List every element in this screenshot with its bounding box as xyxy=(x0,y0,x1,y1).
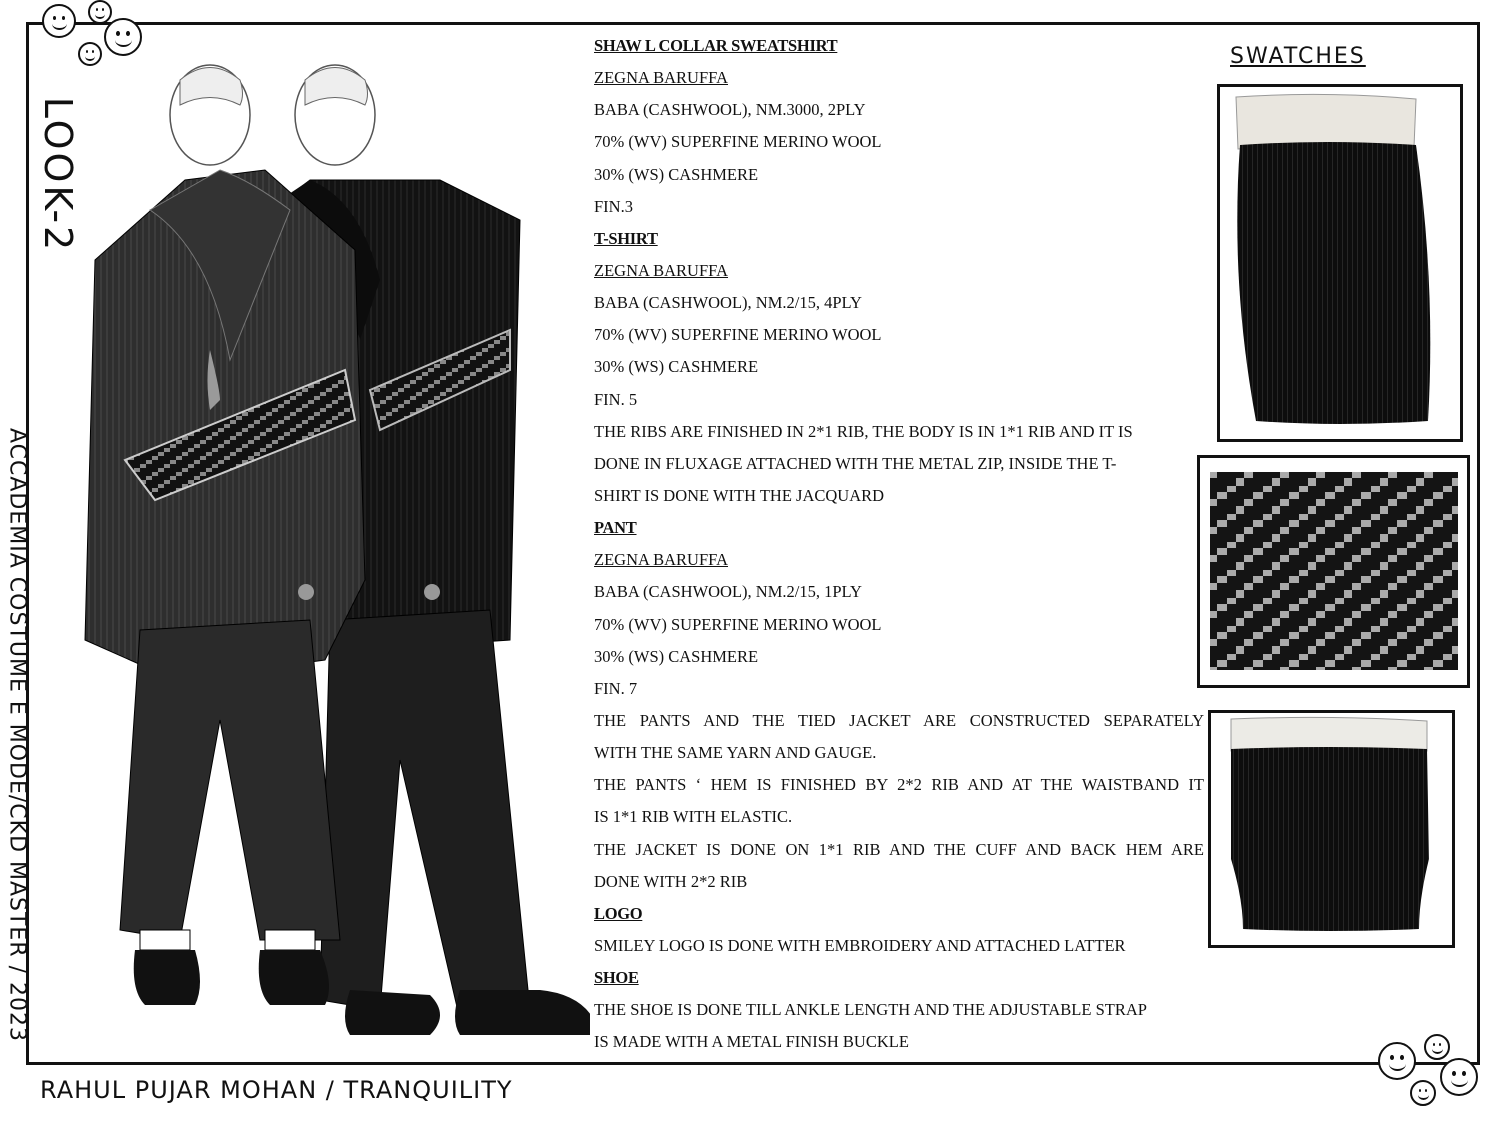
smiley-icon xyxy=(104,18,142,56)
description-text xyxy=(594,30,1204,1059)
swatches-title: SWATCHES xyxy=(1230,44,1366,69)
swatch-jacquard xyxy=(1197,455,1470,688)
supplier-name: ZEGNA BARUFFA xyxy=(594,550,729,570)
description-line: BABA (CASHWOOL), NM.3000, 2PLY xyxy=(594,100,866,120)
description-line: THE SHOE IS DONE TILL ANKLE LENGTH AND THE ADJUSTABLE STRAP xyxy=(594,1000,1147,1020)
designer-footer: RAHUL PUJAR MOHAN / TRANQUILITY xyxy=(40,1076,513,1104)
look-label: LOOK-2 xyxy=(36,96,80,254)
description-line: 70% (WV) SUPERFINE MERINO WOOL xyxy=(594,132,882,152)
description-line: BABA (CASHWOOL), NM.2/15, 1PLY xyxy=(594,582,862,602)
description-line: FIN. 7 xyxy=(594,678,638,698)
description-line: DONE IN FLUXAGE ATTACHED WITH THE METAL ZIP, INSIDE THE T- xyxy=(594,453,1117,473)
section-heading: SHAW L COLLAR SWEATSHIRT xyxy=(594,36,838,55)
swatch-sweatshirt xyxy=(1217,84,1463,442)
section-heading: SHOE xyxy=(594,968,639,988)
smiley-icon xyxy=(1440,1058,1478,1096)
description-line: DONE WITH 2*2 RIB xyxy=(594,871,748,891)
description-line: THE JACKET IS DONE ON 1*1 RIB AND THE CUFF AND BACK HEM ARE xyxy=(594,839,1204,859)
fashion-illustration xyxy=(80,60,590,1070)
description-line: FIN. 5 xyxy=(594,389,638,409)
description-line: FIN.3 xyxy=(594,196,633,216)
smiley-icon xyxy=(1424,1034,1450,1060)
description-line: 30% (WS) CASHMERE xyxy=(594,164,759,184)
supplier-name: ZEGNA BARUFFA xyxy=(594,260,729,280)
smiley-icon xyxy=(88,0,112,24)
description-line: 30% (WS) CASHMERE xyxy=(594,357,759,377)
section-heading: PANT xyxy=(594,518,637,538)
smiley-icon xyxy=(1410,1080,1436,1106)
swatch-pant xyxy=(1208,710,1455,948)
description-line: 70% (WV) SUPERFINE MERINO WOOL xyxy=(594,325,882,345)
section-heading: LOGO xyxy=(594,903,643,923)
description-line: IS 1*1 RIB WITH ELASTIC. xyxy=(594,807,793,827)
section-heading: T-SHIRT xyxy=(594,228,658,248)
description-line: THE PANTS ‘ HEM IS FINISHED BY 2*2 RIB AND AT THE WAISTBAND IT xyxy=(594,775,1204,795)
institution-label: ACCADEMIA COSTUME E MODE/CKD MASTER / 2023 xyxy=(4,427,30,1043)
description-line: BABA (CASHWOOL), NM.2/15, 4PLY xyxy=(594,293,862,313)
smiley-icon xyxy=(42,4,76,38)
description-line: SMILEY LOGO IS DONE WITH EMBROIDERY AND ATTACHED LATTER xyxy=(594,935,1126,955)
description-line: 70% (WV) SUPERFINE MERINO WOOL xyxy=(594,614,882,634)
description-line: THE RIBS ARE FINISHED IN 2*1 RIB, THE BODY IS IN 1*1 RIB AND IT IS xyxy=(594,421,1133,441)
smiley-icon xyxy=(1378,1042,1416,1080)
description-line: 30% (WS) CASHMERE xyxy=(594,646,759,666)
description-line: IS MADE WITH A METAL FINISH BUCKLE xyxy=(594,1032,909,1052)
description-line: WITH THE SAME YARN AND GAUGE. xyxy=(594,743,877,763)
description-line: SHIRT IS DONE WITH THE JACQUARD xyxy=(594,485,885,505)
supplier-name: ZEGNA BARUFFA xyxy=(594,68,729,88)
description-line: THE PANTS AND THE TIED JACKET ARE CONSTRUCTED SEPARATELY xyxy=(594,710,1204,730)
